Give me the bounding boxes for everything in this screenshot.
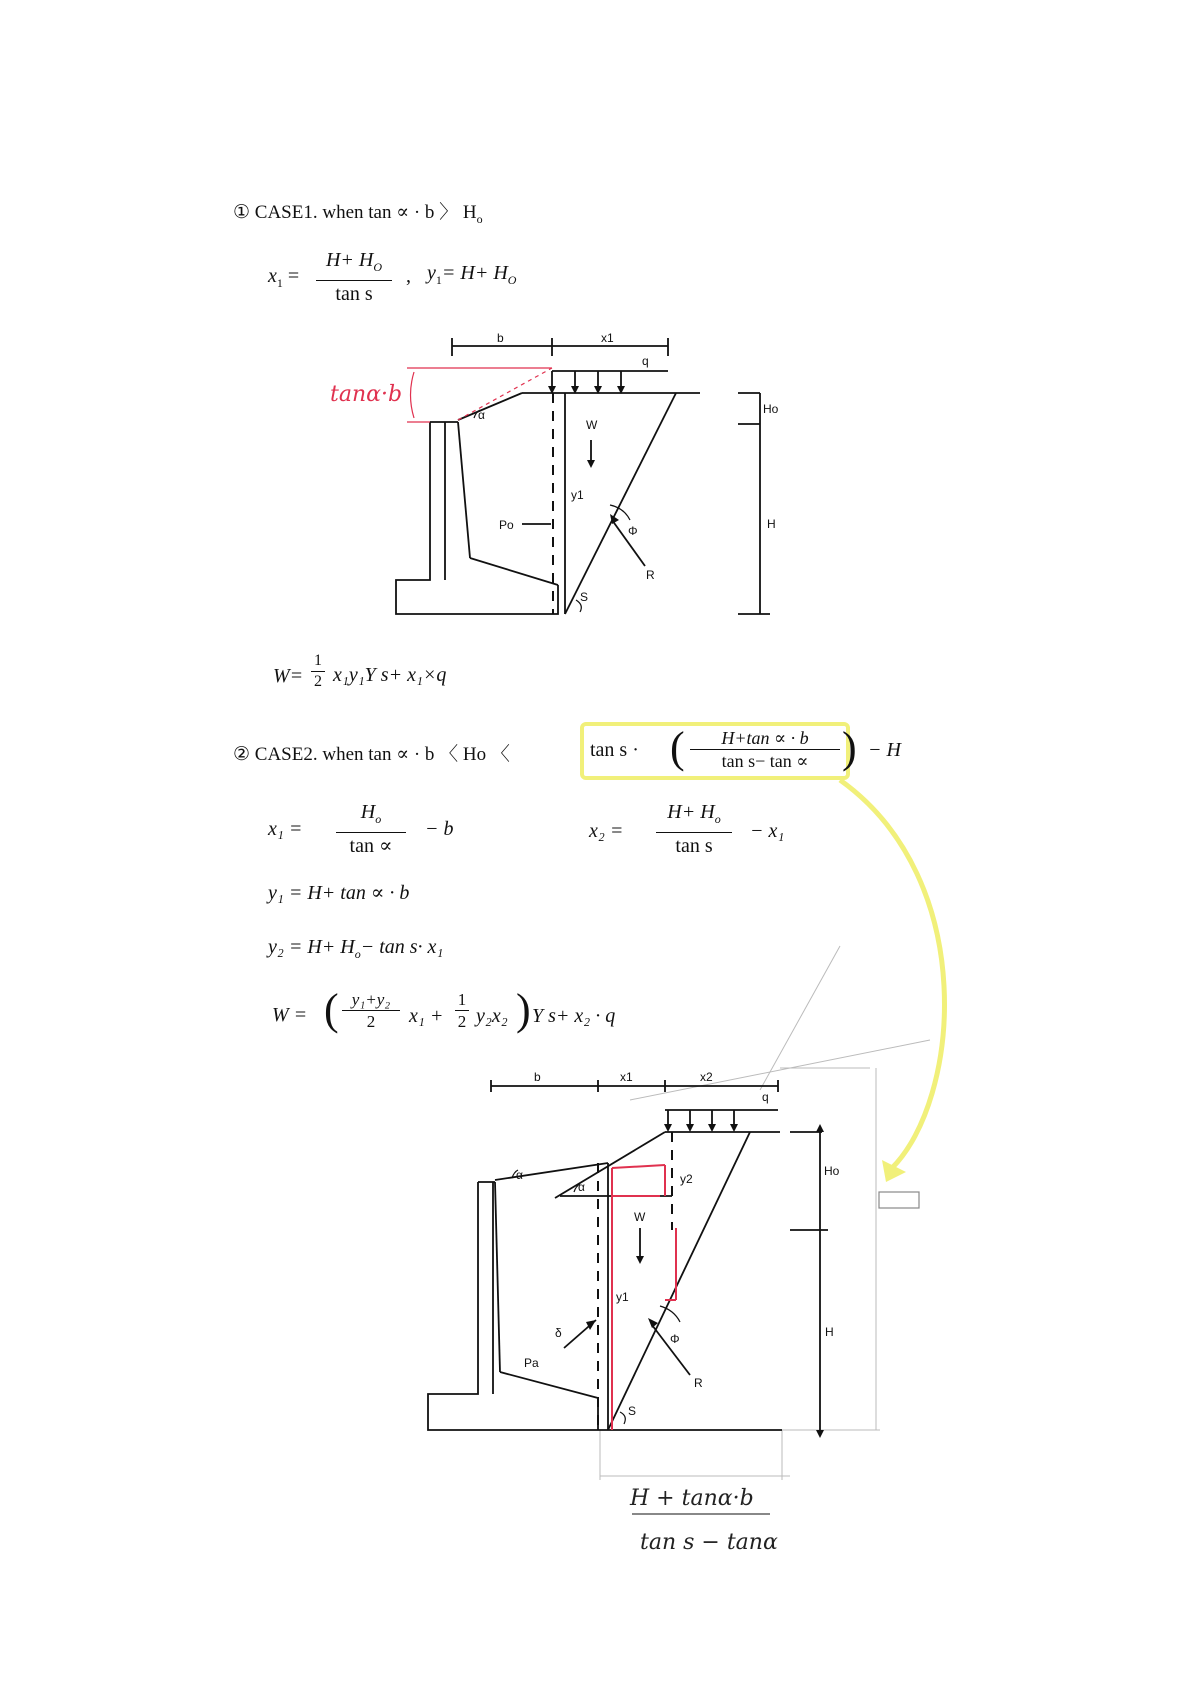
case2-y2-line: $y_2 = H+ H_o- \tan s\cdot x_1$	[268, 936, 444, 961]
case1-y1-expr: $y_1= H+ H_O$	[427, 262, 517, 287]
case1-label-po: Po	[499, 518, 514, 532]
case2-label-alpha2: α	[578, 1180, 585, 1194]
case2-title: ② CASE2. when tan ∝ · b 〈 Ho 〈	[233, 744, 510, 765]
case2-hl-tan: tan s ·	[590, 739, 639, 761]
case2-x2-tail: − x₁	[750, 820, 785, 842]
case2-label-h: H	[825, 1325, 834, 1339]
case2-hand-numerator: H + tanα·b	[630, 1486, 754, 1511]
case1-w-half: 1 2	[311, 652, 325, 691]
case1-label-b: b	[497, 331, 504, 345]
case1-label-q: q	[642, 354, 649, 368]
case2-label-q: q	[762, 1090, 769, 1104]
case2-hl-fraction: H+tan ∝ · b tan s− tan ∝	[690, 728, 840, 771]
case2-label-x1: x1	[620, 1070, 633, 1084]
case2-w-f2: 1 2	[455, 990, 469, 1031]
case2-x1-tail: − b	[425, 818, 454, 840]
case2-x1-fraction: $H_o$ tan ∝	[336, 800, 406, 858]
case1-label-alpha: α	[478, 408, 485, 422]
case2-hl-lparen: (	[670, 723, 685, 772]
case1-x1-fraction: $H+ H_O$ tan s	[316, 248, 392, 306]
case2-x2-fraction: $H+ H_o$ tan s	[656, 800, 732, 858]
case2-label-w: W	[634, 1210, 646, 1224]
case2-w-end: Υ s+ x₂ · q	[532, 1005, 616, 1027]
case2-x1-label: x₁ =	[268, 818, 303, 840]
case1-comma: ,	[406, 265, 411, 287]
case2-w-tail: y₂x₂	[476, 1005, 508, 1027]
case1-label-s: S	[580, 590, 589, 604]
case2-label-b: b	[534, 1070, 541, 1084]
case1-label-y1: y1	[571, 488, 584, 502]
case2-label-x2: x2	[700, 1070, 713, 1084]
case1-label-x1: x1	[601, 331, 614, 345]
case2-label-y1: y1	[616, 1290, 629, 1304]
case1-label-w: W	[586, 418, 598, 432]
case2-y1-line: y₁ = H+ tan ∝ · b	[268, 882, 410, 904]
case1-label-ho: Ho	[763, 402, 779, 416]
case2-hl-rparen: )	[842, 723, 857, 772]
case1-label-r: R	[646, 568, 655, 582]
case2-w-rparen: )	[516, 985, 531, 1034]
case2-label-delta: δ	[555, 1326, 562, 1340]
case2-w-lhs: W =	[272, 1004, 308, 1026]
case2-w-mid: x₁ +	[409, 1005, 444, 1027]
case2-label-alpha: α	[516, 1168, 523, 1182]
case2-hand-denominator: tan s − tanα	[640, 1530, 778, 1555]
case2-x2-label: x₂ =	[589, 820, 624, 842]
case2-label-pa: Pa	[524, 1356, 539, 1370]
case1-label-phi: Φ	[628, 524, 638, 538]
case1-w-rest: x₁y₁Υ s+ x₁×q	[333, 664, 447, 686]
case1-red-note: tanα·b	[330, 382, 403, 407]
case2-label-r: R	[694, 1376, 703, 1390]
case2-label-s: S	[628, 1404, 637, 1418]
case1-title: ① CASE1. when tan ∝ · b 〉 $H_o$	[233, 202, 483, 226]
case2-minus-h: − H	[868, 739, 901, 761]
case2-w-f1: y₁+y₂ 2	[342, 990, 400, 1031]
case1-label-h: H	[767, 517, 776, 531]
case2-w-lparen: (	[324, 985, 339, 1034]
case2-label-y2: y2	[680, 1172, 693, 1186]
case2-label-ho: Ho	[824, 1164, 840, 1178]
case1-w-lhs: W=	[273, 665, 304, 687]
case1-x1-lhs: $x_1$ =	[268, 265, 300, 290]
case2-label-phi: Φ	[670, 1332, 680, 1346]
